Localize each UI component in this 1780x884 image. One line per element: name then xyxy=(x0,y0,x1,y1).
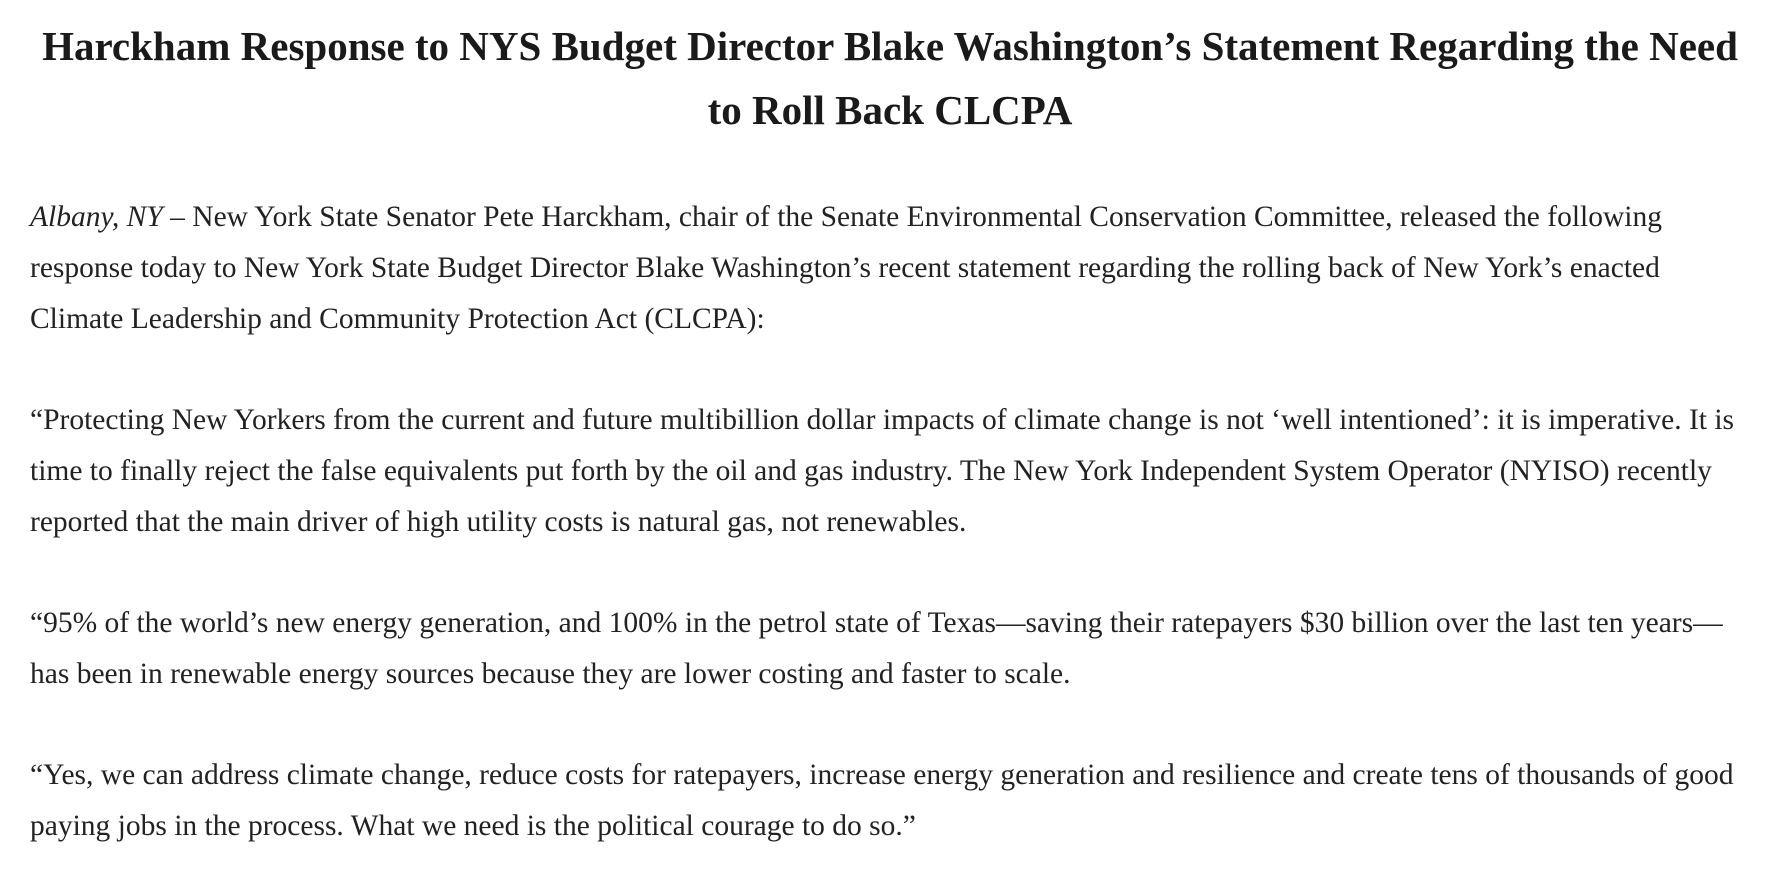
dateline: Albany, NY xyxy=(30,201,163,233)
dateline-separator: – xyxy=(162,201,193,233)
intro-paragraph xyxy=(30,192,1750,345)
article-title: Harckham Response to NYS Budget Director Blake Washington’s Statement Regarding the Need to Roll Back CLCPA xyxy=(42,23,1738,133)
quote-paragraph-3: “Yes, we can address climate change, reduce costs for ratepayers, increase energy generation and resilience and create tens of thousands of good paying jobs in the process. What we need is the political courage to do so.” xyxy=(30,759,1734,842)
intro-text: New York State Senator Pete Harckham, chair of the Senate Environmental Conservation Committee, released the following response today to New York State Budget Director Blake Washington’s recent statement regarding the rolling back of New York’s enacted Climate Leadership and Community Protection Act (CLCPA): xyxy=(30,201,1662,335)
quote-paragraph-2: “95% of the world’s new energy generation, and 100% in the petrol state of Texas—saving their ratepayers $30 billion over the last ten years—has been in renewable energy sources because they are lower costing and faster to scale. xyxy=(30,607,1723,690)
quote-paragraph-1: “Protecting New Yorkers from the current and future multibillion dollar impacts of climate change is not ‘well intentioned’: it is imperative. It is time to finally reject the false equivalents put forth by the oil and gas industry. The New York Independent System Operator (NYISO) recently reported that the main driver of high utility costs is natural gas, not renewables. xyxy=(30,404,1735,538)
article-body xyxy=(30,192,1750,852)
